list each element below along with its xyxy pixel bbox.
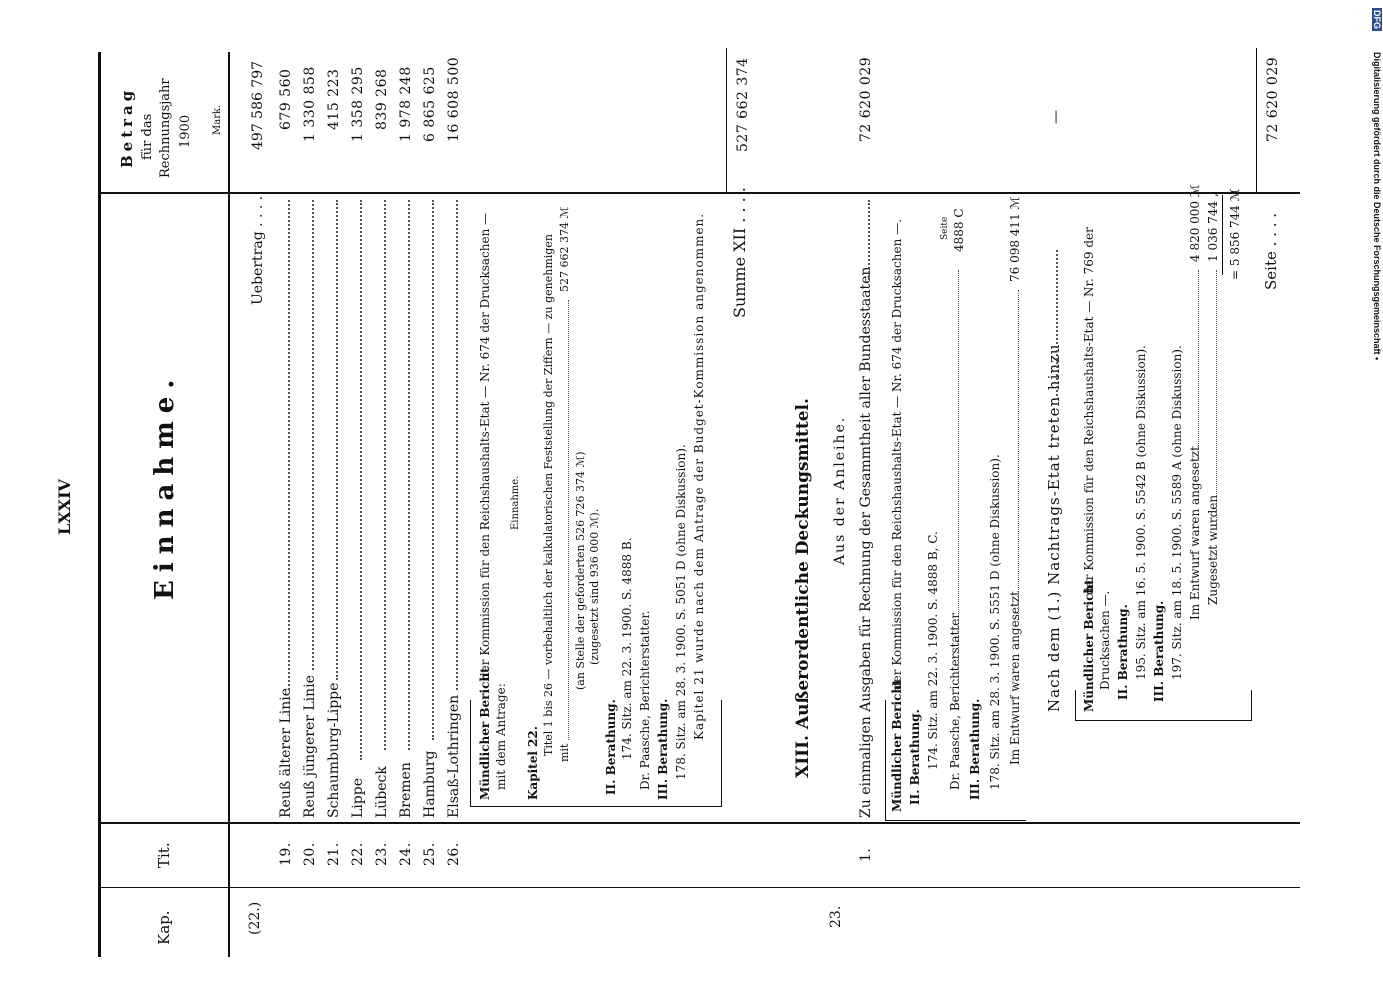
box3-line3: II. Berathung.: [1116, 604, 1130, 700]
box3-line6: 197. Sitz. am 18. 5. 1900. S. 5589 A (ohne Diskussion).: [1170, 345, 1184, 680]
kap-22: (22.): [247, 901, 263, 935]
box1-line9: II. Berathung.: [604, 699, 618, 795]
row-amount-26: 16 608 500: [446, 56, 462, 142]
box2-line5: III. Berathung.: [968, 698, 982, 800]
box1-line5: Titel 1 bis 26 — vorbehaltlich der kalkulatorischen Feststellung der Ziffern — zu genehmigen: [542, 234, 555, 756]
seite-rule: [1256, 48, 1257, 194]
box3-leader-2: [1216, 270, 1217, 530]
box2-line1: der Kommission für den Reichshaushalts-Etat — Nr. 674 der Drucksachen —.: [890, 219, 904, 690]
row-label-21: Schaumburg-Lippe: [326, 682, 342, 818]
row-label-23: Lübeck: [374, 766, 390, 818]
box1-line13: 178. Sitz. am 28. 3. 1900. S. 5051 D (ohne Diskussion).: [674, 444, 688, 780]
row-leader-23: [384, 200, 386, 750]
row-amount-20: 1 330 858: [302, 66, 318, 142]
tit-25: 25.: [422, 842, 438, 866]
section-line: Zu einmaligen Ausgaben für Rechnung der Gesammtheit aller Bundesstaaten: [858, 266, 874, 818]
box1-line1: der Kommission für den Reichshaushalts-Etat — Nr. 674 der Drucksachen —: [478, 212, 492, 680]
box2-line3: 174. Sitz. am 22. 3. 1900. S. 4888 B, C.: [926, 531, 940, 770]
box3-line1-bold: Mündlicher Bericht: [1082, 579, 1096, 712]
row-label-24: Bremen: [398, 762, 414, 818]
tit-20: 20.: [302, 842, 318, 866]
row-amount-19: 679 560: [278, 68, 294, 130]
text-column-rule: [100, 822, 1300, 824]
box2-leader: [958, 270, 959, 680]
box3-line4: 195. Sitz. am 16. 5. 1900. S. 5542 B (ohne Diskussion).: [1134, 345, 1148, 680]
section-amount: 72 620 029: [858, 56, 874, 142]
tit-22: 22.: [350, 842, 366, 866]
summe-amount: 527 662 374: [735, 57, 751, 152]
tit-header: Tit.: [155, 842, 173, 868]
row-leader-25: [432, 200, 434, 740]
section-heading: XIII. Außerordentliche Deckungsmittel.: [793, 398, 813, 778]
kap-23: 23.: [828, 905, 844, 928]
box1-line3: Einnahme.: [510, 475, 521, 530]
summe-rule: [726, 48, 727, 194]
row-leader-26: [456, 200, 458, 690]
section-sub: Aus der Anleihe.: [832, 415, 848, 565]
box2-amount: 76 098 411 ℳ: [1008, 196, 1022, 282]
nachtrag-dash: —: [1048, 110, 1064, 124]
row-leader-22: [360, 200, 362, 760]
tit-1: 1.: [858, 847, 874, 862]
box2-ref: 4888 C: [952, 208, 966, 252]
box2-line1-bold: Mündlicher Bericht: [890, 679, 904, 812]
row-leader-21: [336, 200, 338, 680]
box3-amount-1: 4 820 000 ℳ: [1188, 184, 1202, 262]
row-amount-21: 415 223: [326, 68, 342, 130]
row-leader-19: [288, 200, 290, 690]
box1-line6: mit: [558, 743, 571, 762]
seite-amount: 72 620 029: [1265, 56, 1281, 142]
box3-line2: Drucksachen —.: [1098, 590, 1112, 690]
section-leader: [868, 200, 870, 280]
seite-label: Seite . . . .: [1262, 213, 1280, 290]
box2-line7: Im Entwurf waren angesetzt: [1008, 591, 1022, 765]
page-title: Einnahme.: [150, 371, 180, 600]
row-amount-24: 1 978 248: [398, 66, 414, 142]
box3-line7: Im Entwurf waren angesetzt: [1188, 446, 1202, 620]
tit-column-rule: [100, 887, 1300, 888]
box3-line5: III. Berathung.: [1152, 600, 1166, 702]
tit-23: 23.: [374, 842, 390, 866]
betrag-header-2: für das: [140, 113, 155, 160]
box2-line2: II. Berathung.: [908, 709, 922, 805]
betrag-header-1: Betrag: [118, 86, 136, 168]
box2-seite: Seite: [940, 216, 950, 240]
betrag-header-4: 1900: [178, 114, 193, 148]
box1-line11: Dr. Paasche, Berichterstatter.: [638, 610, 652, 790]
box1-line8: (zugesetzt sind 936 000 ℳ).: [588, 508, 601, 665]
nachtrag-leader: [1056, 250, 1058, 400]
box2-line6: 178. Sitz. am 28. 3. 1900. S. 5551 D (ohne Diskussion).: [988, 454, 1002, 790]
box1-line14: Kapitel 21 wurde nach dem Antrage der Budget-Kommission angenommen.: [692, 212, 706, 740]
box3-sum-rule: [1222, 195, 1223, 275]
page-number: LXXIV: [55, 479, 74, 535]
side-credit: Digitalisierung gefördert durch die Deutsche Forschungsgemeinschaft •: [1372, 52, 1382, 361]
box1-line10: 174. Sitz. am 22. 3. 1900. S. 4888 B.: [620, 537, 634, 760]
tit-19: 19.: [278, 842, 294, 866]
summe-label: Summe XII . . . .: [730, 187, 749, 318]
row-label-25: Hamburg: [422, 750, 438, 818]
betrag-unit: Mark.: [212, 104, 223, 135]
uebertrag-amount: 497 586 797: [250, 60, 266, 150]
row-label-19: Reuß älterer Linie: [278, 687, 294, 818]
row-amount-25: 6 865 625: [422, 66, 438, 142]
box1-leader: [568, 300, 569, 740]
kap-header: Kap.: [155, 910, 173, 945]
row-amount-23: 839 268: [374, 68, 390, 130]
dfg-logo: DFG: [1372, 10, 1382, 29]
row-label-26: Elsaß-Lothringen: [446, 694, 462, 818]
box1-line12: III. Berathung.: [656, 698, 670, 800]
box2-line4: Dr. Paasche, Berichterstatter: [948, 612, 962, 790]
tit-21: 21.: [326, 842, 342, 866]
row-leader-24: [408, 200, 410, 750]
amount-column-rule: [100, 192, 1300, 194]
tit-24: 24.: [398, 842, 414, 866]
box1-amount: 527 662 374 ℳ: [558, 206, 571, 292]
row-amount-22: 1 358 295: [350, 66, 366, 142]
box3-amount-2: 1 036 744 „: [1206, 190, 1220, 262]
row-leader-20: [312, 200, 314, 670]
box2-leader-2: [1018, 290, 1019, 620]
box1-line4: Kapitel 22.: [526, 726, 540, 800]
row-label-20: Reuß jüngerer Linie: [302, 675, 318, 818]
box1-line2: mit dem Antrage:: [494, 683, 508, 790]
nachtrag-line: Nach dem (1.) Nachtrags-Etat treten hinzu: [1045, 343, 1063, 712]
box3-leader-1: [1198, 270, 1199, 460]
row-label-22: Lippe: [350, 778, 366, 818]
box3-line1: der Kommission für den Reichshaushalts-Etat — Nr. 769 der: [1082, 227, 1096, 595]
box3-line8: Zugesetzt wurden: [1206, 494, 1220, 605]
uebertrag-label: Uebertrag . . . .: [250, 195, 266, 305]
box1-line7: (an Stelle der geforderten 526 726 374 ℳ): [574, 451, 587, 690]
box1-line1-bold: Mündlicher Bericht: [478, 667, 492, 800]
betrag-header-3: Rechnungsjahr: [158, 78, 173, 178]
tit-26: 26.: [446, 842, 462, 866]
box3-amount-3: = 5 856 744 ℳ: [1228, 188, 1242, 280]
